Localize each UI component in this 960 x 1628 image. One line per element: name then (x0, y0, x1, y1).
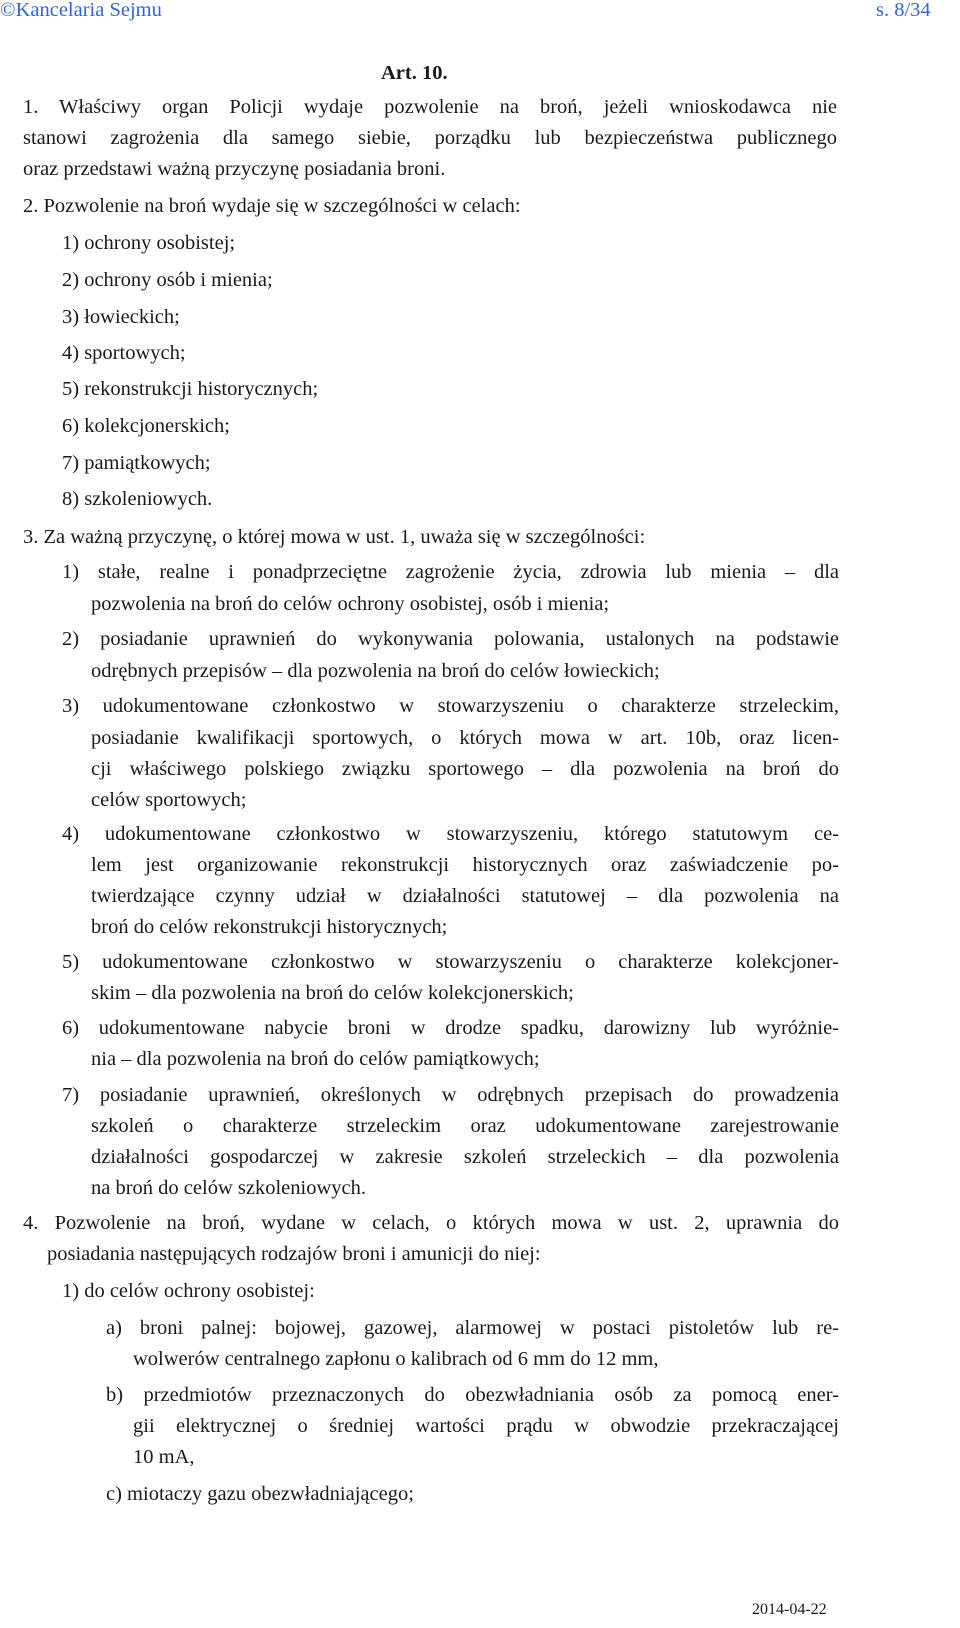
text-line: cji właściwego polskiego związku sportowego – dla pozwolenia na broń do (91, 758, 839, 780)
text-line: 10 mA, (133, 1446, 195, 1468)
text-line: 1) do celów ochrony osobistej: (62, 1280, 315, 1302)
text-line: stanowi zagrożenia dla samego siebie, porządku lub bezpieczeństwa publicznego (23, 127, 837, 149)
text-line: c) miotaczy gazu obezwładniającego; (106, 1483, 414, 1505)
text-line: odrębnych przepisów – dla pozwolenia na broń do celów łowieckich; (91, 660, 660, 682)
text-line: pozwolenia na broń do celów ochrony osobistej, osób i mienia; (91, 593, 610, 615)
text-line: 1. Właściwy organ Policji wydaje pozwolenie na broń, jeżeli wnioskodawca nie (23, 96, 837, 118)
text-line: wolwerów centralnego zapłonu o kalibrach od 6 mm do 12 mm, (133, 1348, 659, 1370)
text-line: 3) udokumentowane członkostwo w stowarzyszeniu o charakterze strzeleckim, (62, 695, 839, 717)
text-line: 1) ochrony osobistej; (62, 232, 236, 254)
text-line: 2) posiadanie uprawnień do wykonywania polowania, ustalonych na podstawie (62, 628, 839, 650)
text-line: gii elektrycznej o średniej wartości prądu w obwodzie przekraczającej (133, 1415, 839, 1437)
article-title: Art. 10. (381, 62, 448, 84)
text-line: 7) posiadanie uprawnień, określonych w odrębnych przepisach do prowadzenia (62, 1084, 839, 1106)
text-line: 7) pamiątkowych; (62, 452, 211, 474)
text-line: posiadania następujących rodzajów broni i amunicji do niej: (47, 1243, 541, 1265)
text-line: nia – dla pozwolenia na broń do celów pamiątkowych; (91, 1048, 540, 1070)
text-line: broń do celów rekonstrukcji historycznych; (91, 916, 448, 938)
text-line: 2) ochrony osób i mienia; (62, 269, 273, 291)
text-line: posiadanie kwalifikacji sportowych, o których mowa w art. 10b, oraz licen- (91, 727, 839, 749)
text-line: 5) rekonstrukcji historycznych; (62, 378, 319, 400)
publisher-label: ©Kancelaria Sejmu (0, 0, 162, 21)
text-line: a) broni palnej: bojowej, gazowej, alarmowej w postaci pistoletów lub re- (106, 1317, 839, 1339)
text-line: 4) udokumentowane członkostwo w stowarzyszeniu, którego statutowym ce- (62, 823, 839, 845)
text-line: szkoleń o charakterze strzeleckim oraz udokumentowane zarejestrowanie (91, 1115, 839, 1137)
text-line: 5) udokumentowane członkostwo w stowarzyszeniu o charakterze kolekcjoner- (62, 951, 839, 973)
text-line: 6) udokumentowane nabycie broni w drodze spadku, darowizny lub wyróżnie- (62, 1017, 839, 1039)
text-line: b) przedmiotów przeznaczonych do obezwładniania osób za pomocą ener- (106, 1384, 839, 1406)
text-line: lem jest organizowanie rekonstrukcji historycznych oraz zaświadczenie po- (91, 854, 839, 876)
text-line: twierdzające czynny udział w działalności statutowej – dla pozwolenia na (91, 885, 839, 907)
text-line: 6) kolekcjonerskich; (62, 415, 230, 437)
text-line: na broń do celów szkoleniowych. (91, 1177, 366, 1199)
text-line: 3. Za ważną przyczynę, o której mowa w ust. 1, uważa się w szczególności: (23, 526, 646, 548)
text-line: 4. Pozwolenie na broń, wydane w celach, o których mowa w ust. 2, uprawnia do (23, 1212, 839, 1234)
footer-date: 2014-04-22 (752, 1601, 827, 1618)
text-line: celów sportowych; (91, 789, 247, 811)
text-line: oraz przedstawi ważną przyczynę posiadania broni. (23, 158, 446, 180)
text-line: 4) sportowych; (62, 342, 186, 364)
page-number: s. 8/34 (876, 0, 931, 21)
text-line: działalności gospodarczej w zakresie szkoleń strzeleckich – dla pozwolenia (91, 1146, 839, 1168)
text-line: 3) łowieckich; (62, 306, 180, 328)
text-line: skim – dla pozwolenia na broń do celów kolekcjonerskich; (91, 982, 574, 1004)
text-line: 8) szkoleniowych. (62, 488, 213, 510)
text-line: 1) stałe, realne i ponadprzeciętne zagrożenie życia, zdrowia lub mienia – dla (62, 561, 839, 583)
text-line: 2. Pozwolenie na broń wydaje się w szczególności w celach: (23, 195, 521, 217)
